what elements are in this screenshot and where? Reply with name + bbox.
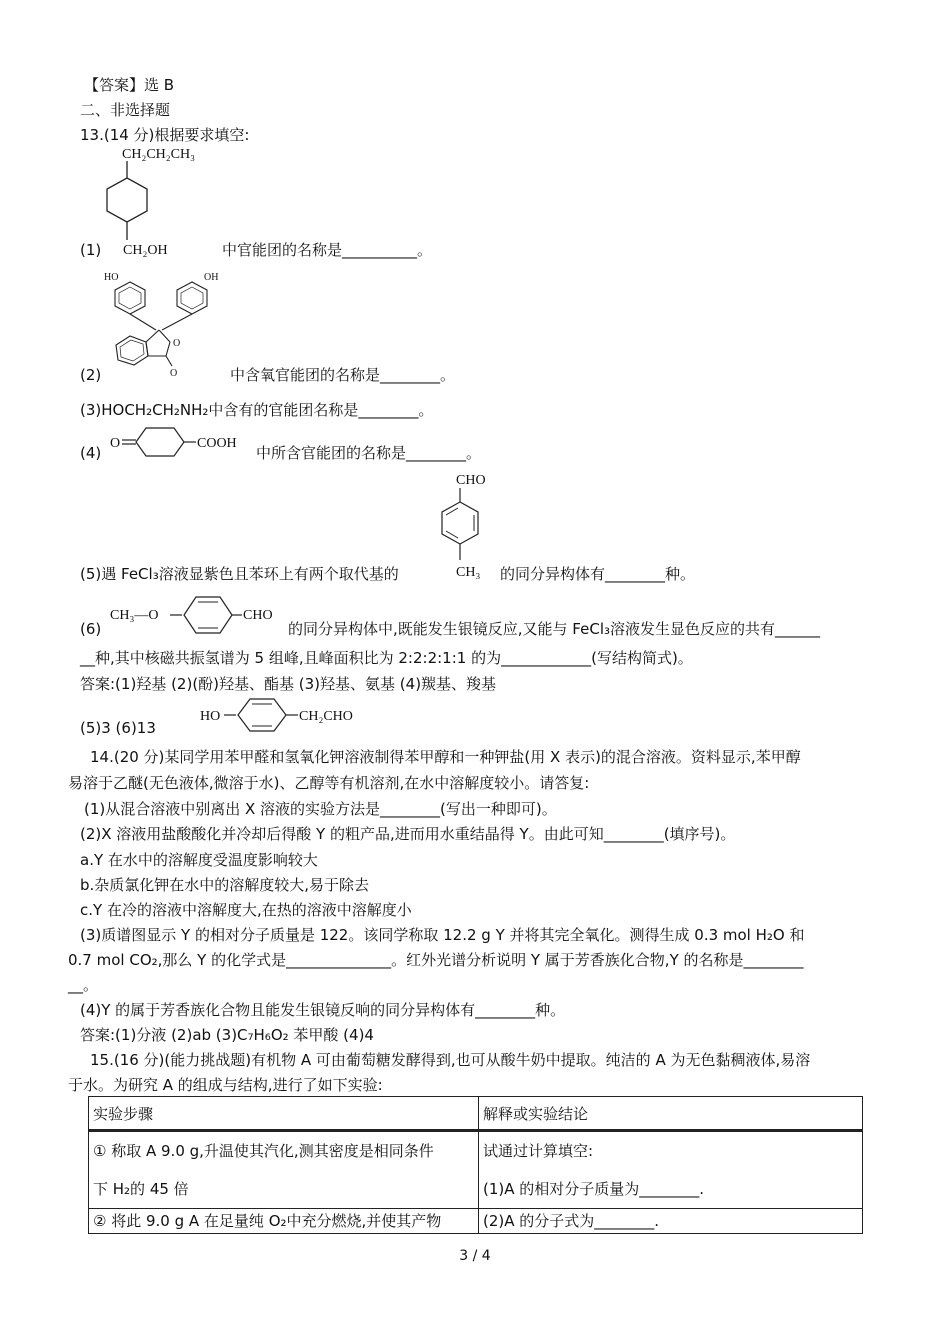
q14-answer: 答案:(1)分液 (2)ab (3)C₇H₆O₂ 苯甲酸 (4)4	[80, 1026, 374, 1044]
label-aldehyde-2: CHO	[243, 608, 273, 623]
label-methoxy: CH₃—O	[110, 608, 159, 623]
q14-line-1: 14.(20 分)某同学用苯甲醛和氢氧化钾溶液制得苯甲醇和一种钾盐(用 X 表示)的混合溶液。资料显示,苯甲醇	[90, 748, 801, 766]
q14-line-8: (3)质谱图显示 Y 的相对分子质量是 122。该同学称取 12.2 g Y 并将其完全氧化。测得生成 0.3 mol H₂O 和	[80, 926, 805, 944]
q13-part5-prefix: (5)遇 FeCl₃溶液显紫色且苯环上有两个取代基的	[80, 565, 399, 583]
q13-part1-text: 中官能团的名称是__________。	[222, 241, 433, 259]
conclusion-1-line-1: 试通过计算填空:	[483, 1142, 594, 1160]
q15-line-2: 于水。为研究 A 的组成与结构,进行了如下实验:	[68, 1076, 383, 1094]
q14-option-b: b.杂质氯化钾在水中的溶解度较大,易于除去	[80, 876, 370, 894]
q13-stem: 13.(14 分)根据要求填空:	[80, 126, 250, 144]
q14-line-4: (2)X 溶液用盐酸酸化并冷却后得酸 Y 的粗产品,进而用水重结晶得 Y。由此可知________(填序号)。	[80, 825, 736, 843]
conclusion-1-line-2: (1)A 的相对分子质量为________.	[483, 1180, 705, 1198]
q14-line-11: (4)Y 的属于芳香族化合物且能发生银镜反响的同分异构体有________种。	[80, 1001, 566, 1019]
structure-methylbenzaldehyde	[430, 466, 510, 584]
step-1-line-2: 下 H₂的 45 倍	[93, 1180, 189, 1198]
label-hydroxy: HO	[200, 709, 221, 724]
q14-line-2: 易溶于乙醚(无色液体,微溶于水)、乙醇等有机溶剂,在水中溶解度较小。请答复:	[68, 774, 590, 792]
experiment-table	[88, 1096, 863, 1234]
q14-line-3: (1)从混合溶液中别离出 X 溶液的实验方法是________(写出一种即可)。	[84, 800, 557, 818]
q13-part2-text: 中含氧官能团的名称是________。	[230, 366, 456, 384]
label-carbonyl-oxygen: O	[170, 368, 178, 378]
table-header-row	[89, 1097, 863, 1131]
label-ketone-oxygen: O	[110, 436, 121, 451]
step-2-line-1: ② 将此 9.0 g A 在足量纯 O₂中充分燃烧,并使其产物	[93, 1212, 442, 1230]
q13-part1-number: (1)	[80, 241, 102, 259]
conclusion-2-line-1: (2)A 的分子式为________.	[483, 1212, 660, 1230]
previous-answer: 【答案】选 B	[84, 76, 175, 94]
table-row	[89, 1131, 863, 1209]
table-cell-conclusion-2	[479, 1209, 863, 1234]
table-cell-step-1	[89, 1131, 479, 1209]
q13-answer-line-1: 答案:(1)羟基 (2)(酚)羟基、酯基 (3)羟基、氨基 (4)羰基、羧基	[80, 675, 497, 693]
structure-methoxybenzaldehyde	[108, 591, 286, 641]
substituent-propyl: CH₂CH₂CH₃	[122, 147, 195, 162]
q13-part6-number: (6)	[80, 620, 102, 638]
structure-oxocyclohexanecarboxylic-acid	[108, 418, 253, 466]
q15-line-1: 15.(16 分)(能力挑战题)有机物 A 可由葡萄糖发酵得到,也可从酸牛奶中提取。纯洁的 A 为无色黏稠液体,易溶	[90, 1051, 811, 1069]
q13-part6-text-2: __种,其中核磁共振氢谱为 5 组峰,且峰面积比为 2:2:2:1:1 的为____________(写结构简式)。	[80, 649, 693, 667]
q14-option-c: c.Y 在冷的溶液中溶解度大,在热的溶液中溶解度小	[80, 901, 412, 919]
table-header-conclusions: 解释或实验结论	[479, 1097, 863, 1131]
q13-part2-number: (2)	[80, 366, 102, 384]
substituent-hydroxymethyl: CH₂OH	[123, 243, 168, 258]
q13-answer-line-2: (5)3 (6)13	[80, 719, 156, 737]
label-hydroxy-right: OH	[204, 272, 219, 283]
structure-propylcyclohexylmethanol	[100, 143, 240, 263]
q14-line-9: 0.7 mol CO₂,那么 Y 的化学式是______________。红外光谱分析说明 Y 属于芳香族化合物,Y 的名称是________	[68, 951, 804, 969]
q14-option-a: a.Y 在水中的溶解度受温度影响较大	[80, 851, 318, 869]
section-heading: 二、非选择题	[80, 101, 171, 119]
table-cell-conclusion-1	[479, 1131, 863, 1209]
label-carboxyl: COOH	[197, 436, 237, 451]
table-row	[89, 1209, 863, 1234]
step-1-line-1: ① 称取 A 9.0 g,升温使其汽化,测其密度是相同条件	[93, 1142, 434, 1160]
q13-part4-number: (4)	[80, 444, 102, 462]
label-acetaldehyde: CH₂CHO	[299, 709, 353, 724]
structure-hydroxyphenylacetaldehyde	[198, 693, 373, 741]
label-aldehyde: CHO	[456, 473, 486, 488]
q13-part3: (3)HOCH₂CH₂NH₂中含有的官能团名称是________。	[80, 401, 434, 419]
q13-part5-suffix: 的同分异构体有________种。	[500, 565, 696, 583]
q13-part6-text-1: 的同分异构体中,既能发生银镜反应,又能与 FeCl₃溶液发生显色反应的共有______	[288, 620, 820, 638]
label-methyl: CH₃	[456, 565, 481, 580]
table-cell-step-2	[89, 1209, 479, 1234]
page-number: 3 / 4	[459, 1248, 491, 1264]
structure-phenolphthalein	[100, 268, 240, 378]
table-header-steps: 实验步骤	[89, 1097, 479, 1131]
q13-part4-text: 中所含官能团的名称是________。	[256, 444, 482, 462]
label-ring-oxygen: O	[173, 338, 181, 349]
q14-line-10: __。	[68, 976, 99, 994]
label-hydroxy-left: HO	[104, 272, 119, 283]
